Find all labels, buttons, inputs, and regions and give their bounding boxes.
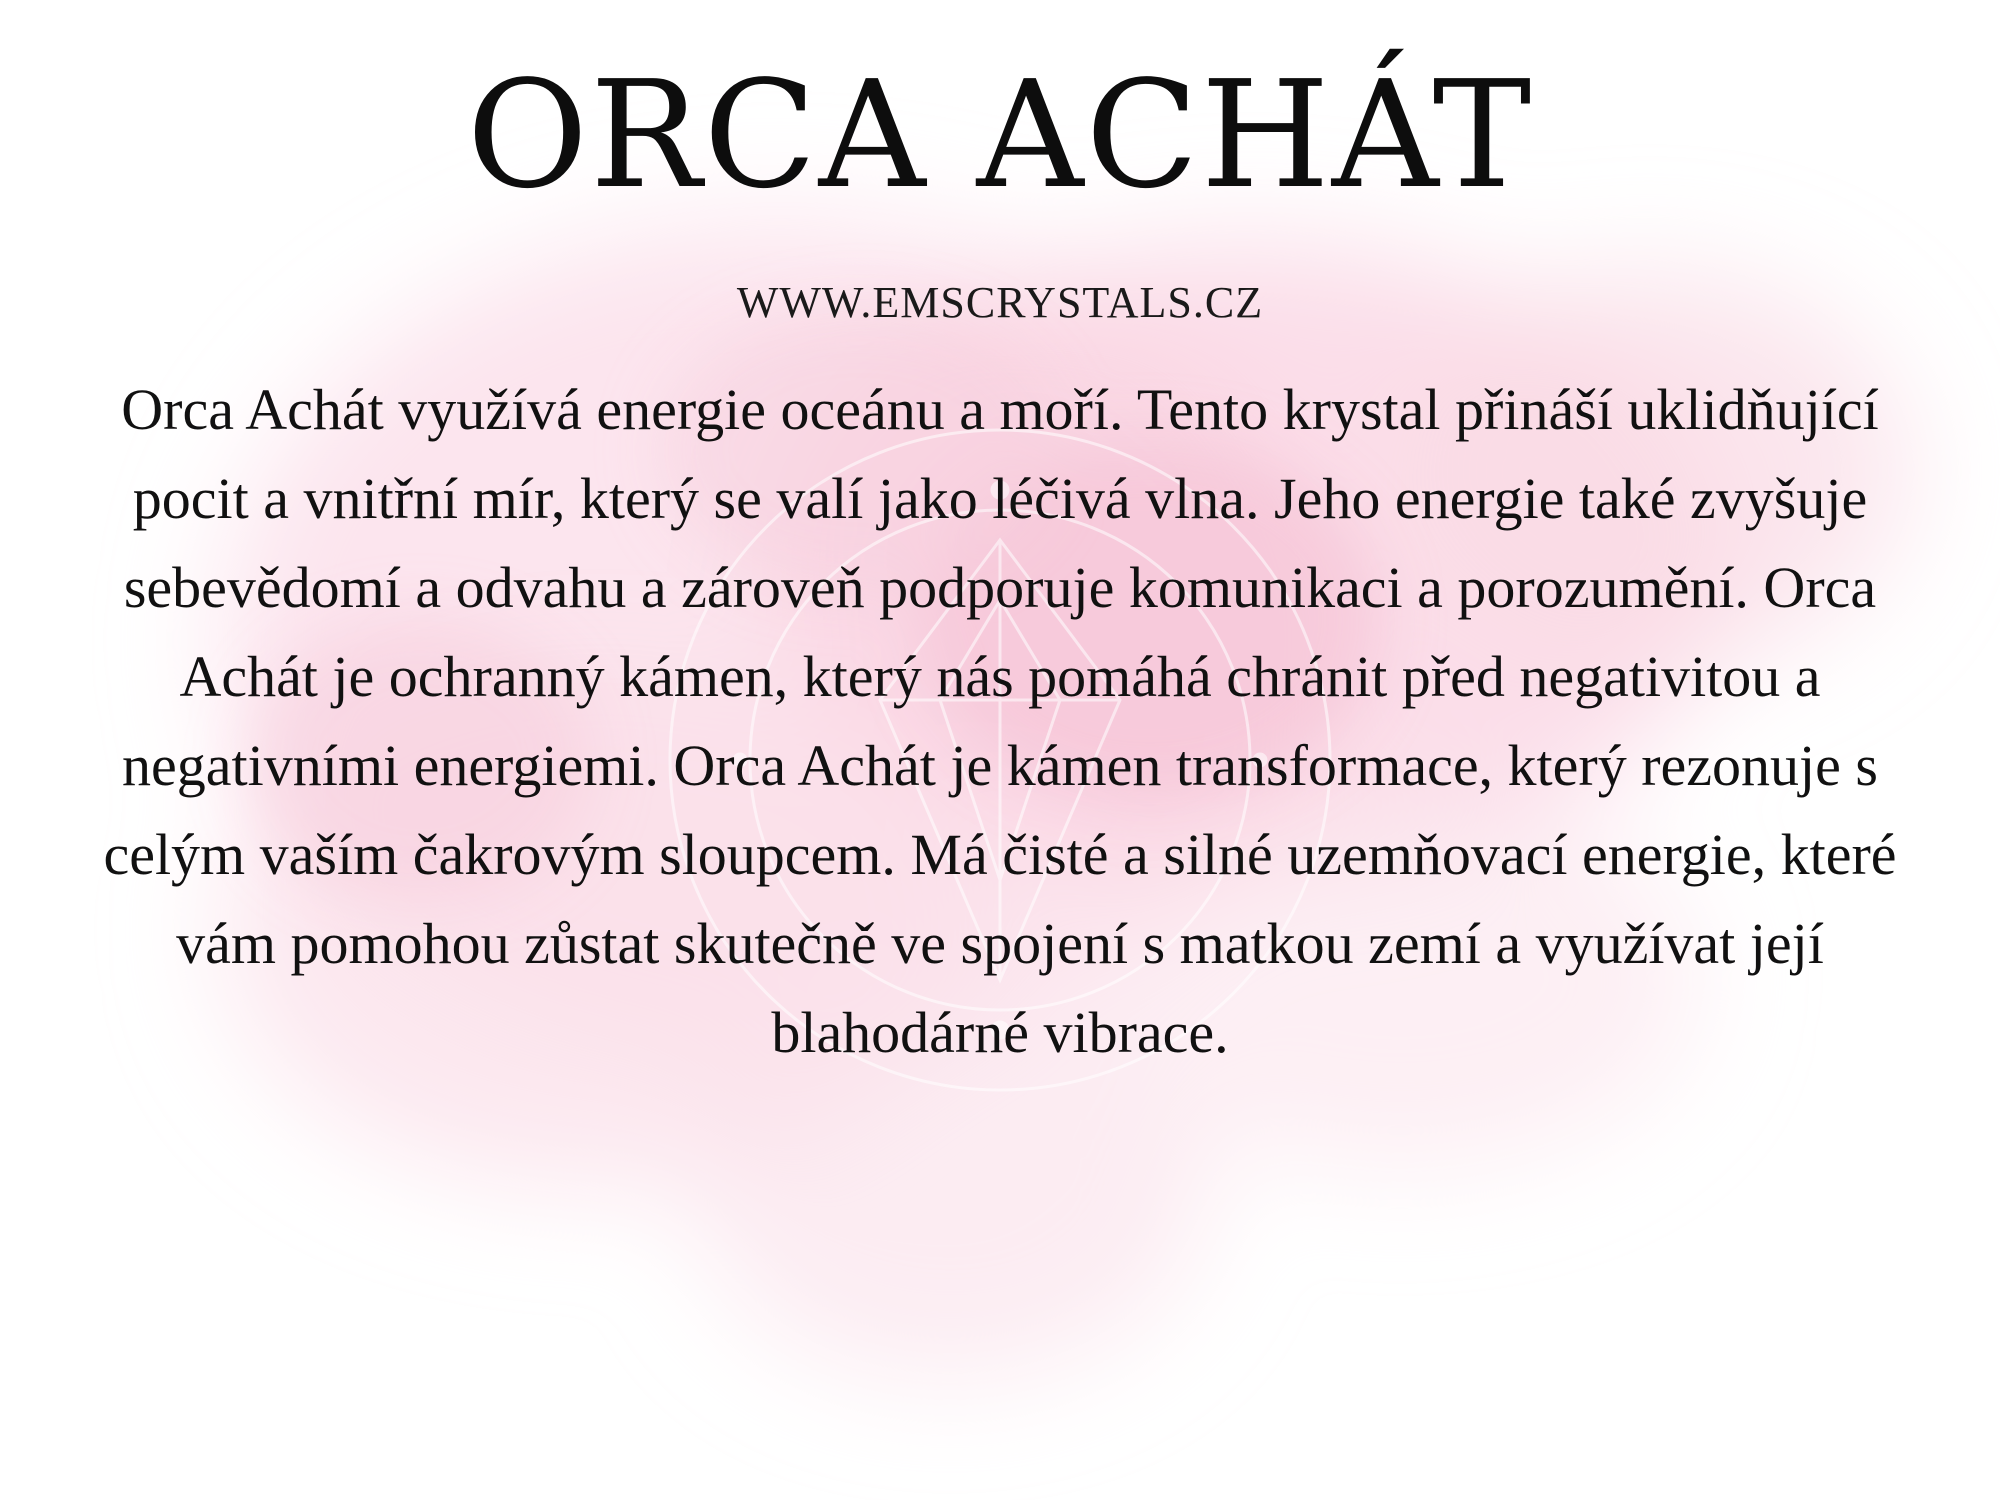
website-url: WWW.EMSCRYSTALS.CZ [736,278,1264,327]
page-title: ORCA ACHÁT [466,49,1534,221]
description-text: Orca Achát využívá energie oceánu a moří. Tento krystal přináší uklidňující pocit a vnitřní mír, který se valí jako léčivá vlna. Jeho energie také zvyšuje sebevědomí a odvahu a zároveň podporuje komunikaci a porozumění. Orca Achát je ochranný kámen, který nás pomáhá chránit před negativitou a negativními energiemi. Orca Achát je kámen transformace, který rezonuje s celým vaším čakrovým sloupcem. Má čisté a silné uzemňovací energie, které vám pomohou zůstat skutečně ve spojení s matkou zemí a využívat její blahodárné vibrace. [103,377,1897,1065]
